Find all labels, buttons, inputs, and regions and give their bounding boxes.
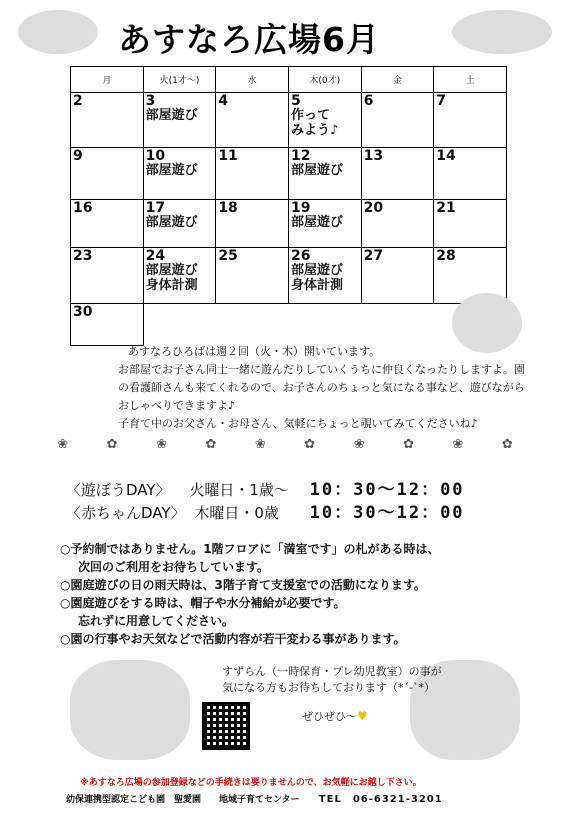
- day-number: 10: [145, 148, 166, 164]
- hours-row-1: [66, 475, 465, 500]
- footer: [66, 790, 443, 805]
- decor-bear-left: [70, 660, 190, 760]
- heart-icon: ♥: [357, 709, 368, 723]
- sprout-icon: ❀: [353, 437, 365, 452]
- calendar-day-cell: [216, 248, 289, 304]
- sprout-icon: ❀: [254, 437, 266, 452]
- day-number: 5: [290, 93, 301, 109]
- calendar-week-row: [71, 93, 507, 148]
- calendar-day-cell: [71, 200, 144, 248]
- day-number: 23: [73, 248, 93, 264]
- calendar-day-cell: [143, 148, 216, 200]
- calendar-day-cell: [361, 148, 434, 200]
- calendar-day-cell: [361, 248, 434, 304]
- calendar-day-cell: [216, 148, 289, 200]
- day-number: 20: [363, 200, 384, 216]
- sprout-icon: ❀: [156, 437, 167, 452]
- day-event: 部屋遊び: [145, 263, 198, 278]
- day-number: 27: [363, 248, 384, 264]
- day-number: 28: [436, 248, 456, 264]
- decor-sprout-row: [40, 437, 530, 459]
- day-number: 17: [145, 200, 166, 216]
- day-number: 9: [73, 148, 83, 164]
- day-number: 25: [218, 248, 238, 264]
- day-number: 26: [290, 248, 311, 264]
- calendar-day-cell: [216, 93, 289, 148]
- calendar-day-cell: [434, 200, 507, 248]
- day-event: 身体計測: [290, 278, 343, 293]
- day-number: 2: [73, 93, 83, 109]
- day-name: 〈遊ぼうDAY〉: [66, 481, 171, 499]
- day-event: 部屋遊び: [145, 108, 198, 123]
- day-number: 14: [436, 148, 456, 164]
- qr-code[interactable]: [202, 702, 250, 750]
- footer-note: ※あすなろ広場の参加登録などの手続きは要りませんので、お気軽にお越し下さい。: [80, 778, 422, 788]
- suzuran-line-1: すずらん（一時保育・プレ幼児教室）の事が: [222, 665, 442, 678]
- calendar-week-row: [71, 200, 507, 248]
- calendar-day-cell: [143, 200, 216, 248]
- day-number: 24: [145, 248, 166, 264]
- day-condition: 火曜日・1歳〜: [189, 481, 289, 499]
- footer-tel: TEL 06-6321-3201: [318, 794, 443, 805]
- header-mon: 月: [71, 67, 144, 93]
- decor-mouse-left: [18, 10, 98, 54]
- day-event: 身体計測: [145, 278, 198, 293]
- calendar-day-cell: [71, 148, 144, 200]
- notice-line-1: あすなろひろばは週２回（火・木）開いています。: [128, 345, 381, 358]
- rules-list: [60, 540, 540, 648]
- day-event: 部屋遊び: [290, 263, 343, 278]
- sprout-icon: ✿: [304, 437, 316, 452]
- day-number: 7: [436, 93, 447, 109]
- day-number: 30: [73, 304, 93, 320]
- zehi-text: [302, 708, 368, 724]
- day-name: 〈赤ちゃんDAY〉: [66, 504, 186, 522]
- calendar-day-cell: [288, 248, 361, 304]
- page-title: あすなろ広場6月: [118, 20, 380, 59]
- calendar-day-cell: [434, 148, 507, 200]
- sprout-icon: ✿: [403, 437, 414, 452]
- calendar-empty-cell: [288, 304, 361, 346]
- day-number: 13: [363, 148, 384, 164]
- sprout-icon: ❀: [57, 437, 69, 452]
- calendar-header-row: [71, 67, 507, 93]
- calendar-day-cell: [71, 248, 144, 304]
- header-thu: 木(0才): [288, 67, 361, 93]
- day-event: 部屋遊び: [145, 163, 198, 178]
- rule-4: ○園の行事やお天気などで活動内容が若干変わる事があります。: [60, 632, 406, 646]
- calendar-week-row: [71, 248, 507, 304]
- calendar-empty-cell: [143, 304, 216, 346]
- calendar-week-row: [71, 304, 507, 346]
- suzuran-note: [222, 664, 452, 696]
- rule-3: ○園庭遊びをする時は、帽子や水分補給が必要です。: [60, 596, 346, 610]
- day-number: 4: [218, 93, 229, 109]
- calendar-day-cell: [361, 93, 434, 148]
- rule-3-cont: 忘れずに用意してください。: [78, 614, 235, 628]
- calendar-day-cell: [361, 200, 434, 248]
- day-event: 部屋遊び: [290, 215, 343, 230]
- hours-row-2: [66, 498, 465, 523]
- calendar-day-cell: [288, 200, 361, 248]
- calendar-day-cell: [71, 93, 144, 148]
- day-time: 10：30〜12：00: [309, 503, 465, 523]
- calendar-day-cell: [434, 93, 507, 148]
- day-number: 3: [145, 93, 156, 109]
- calendar-table: [70, 66, 507, 346]
- day-number: 11: [218, 148, 238, 164]
- decor-mouse-right: [452, 10, 552, 54]
- notice-line-3: 子育て中のお父さん・お母さん、気軽にちょっと覗いてみてくださいね♪: [118, 417, 478, 430]
- suzuran-line-2: 気になる方もお待ちしております（*´-`*）: [222, 681, 435, 694]
- sprout-icon: ✿: [501, 437, 513, 452]
- notice-text: [118, 343, 528, 433]
- day-number: 18: [218, 200, 238, 216]
- calendar-day-cell: [288, 148, 361, 200]
- day-number: 16: [73, 200, 93, 216]
- rule-1: ○予約制ではありません。1階フロアに「満室です」の札がある時は、: [60, 542, 440, 556]
- calendar-day-cell: [71, 304, 144, 346]
- rule-2: ○園庭遊びの日の雨天時は、3階子育て支援室での活動になります。: [60, 578, 426, 592]
- header-wed: 水: [216, 67, 289, 93]
- day-time: 10：30〜12：00: [309, 480, 465, 500]
- header-sat: 土: [434, 67, 507, 93]
- footer-org: 幼保連携型認定こども園 聖愛園 地域子育てセンター: [66, 795, 300, 805]
- day-event: 部屋遊び: [290, 163, 343, 178]
- sprout-icon: ✿: [205, 437, 217, 452]
- header-tue: 火(1才〜): [143, 67, 216, 93]
- calendar-day-cell: [143, 93, 216, 148]
- day-condition: 木曜日・0歳: [194, 504, 279, 522]
- calendar-day-cell: [216, 200, 289, 248]
- day-number: 12: [290, 148, 311, 164]
- day-number: 21: [436, 200, 456, 216]
- sprout-icon: ✿: [106, 437, 118, 452]
- header-fri: 金: [361, 67, 434, 93]
- day-number: 6: [363, 93, 374, 109]
- sprout-icon: ❀: [452, 437, 464, 452]
- calendar-day-cell: [288, 93, 361, 148]
- day-event: 部屋遊び: [145, 215, 198, 230]
- rule-1-cont: 次回のご利用をお待ちしています。: [78, 560, 270, 574]
- calendar-week-row: [71, 148, 507, 200]
- day-number: 19: [290, 200, 311, 216]
- day-event: みよう♪: [290, 123, 339, 138]
- zehi-label: ぜひぜひ〜: [302, 710, 357, 723]
- calendar-day-cell: [143, 248, 216, 304]
- calendar-empty-cell: [361, 304, 434, 346]
- notice-line-2: お部屋でお子さん同士一緒に遊んだりしていくうちに仲良くなったりしますよ。園の看護師さんも来てくれるので、お子さんのちょっと気になる事など、遊びながらおしゃべりできますよ♪: [118, 363, 525, 412]
- calendar-empty-cell: [216, 304, 289, 346]
- day-event: 作って: [290, 108, 330, 123]
